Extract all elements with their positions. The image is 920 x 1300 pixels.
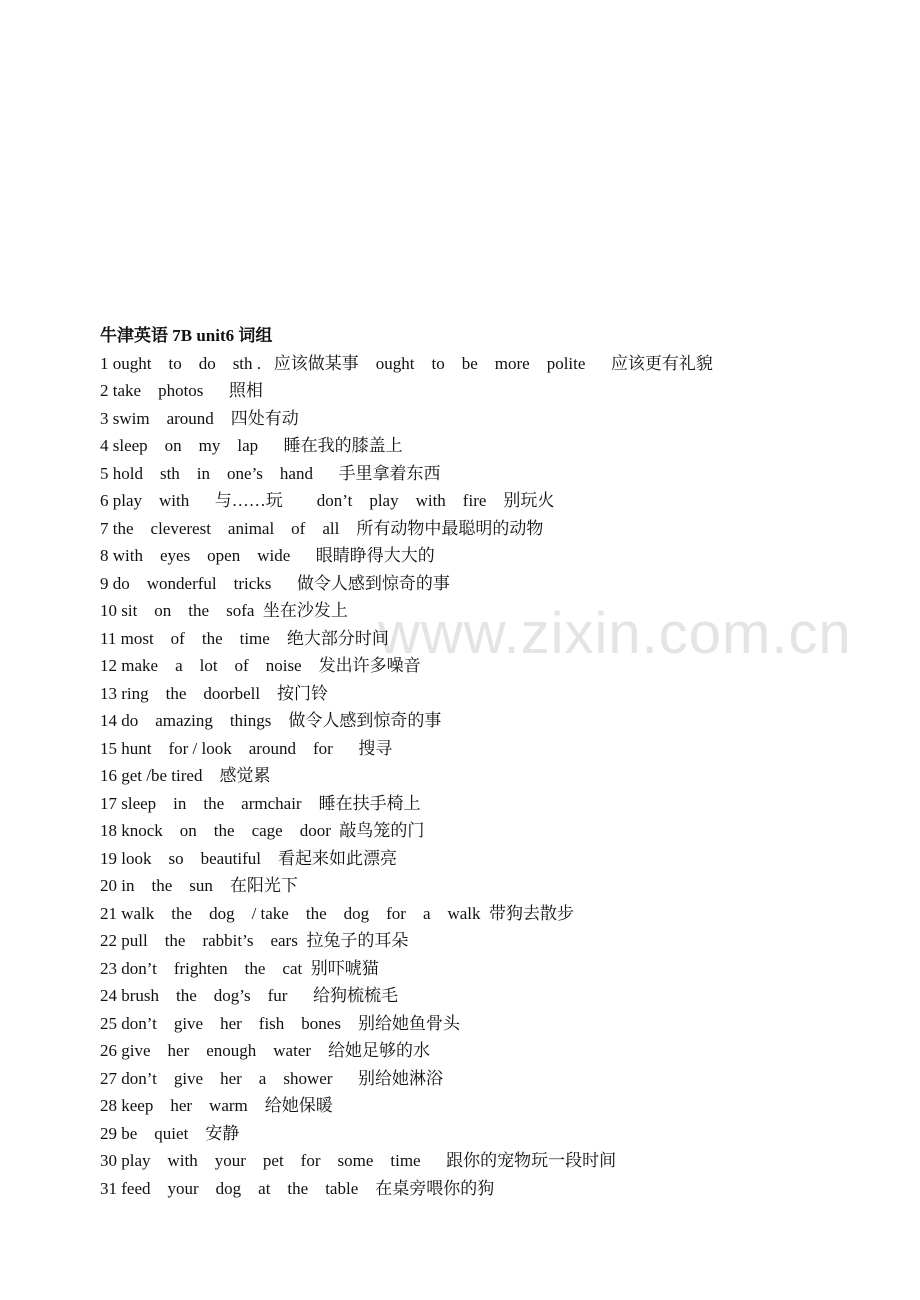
phrase-line-17: 17 sleep in the armchair 睡在扶手椅上 — [100, 793, 421, 813]
phrase-line-13: 13 ring the doorbell 按门铃 — [100, 683, 329, 703]
phrase-line-10: 10 sit on the sofa 坐在沙发上 — [100, 601, 348, 620]
phrase-line-3: 3 swim around 四处有动 — [100, 408, 299, 428]
phrase-line-23: 23 don’t frighten the cat 别吓唬猫 — [100, 958, 379, 978]
phrase-line-12: 12 make a lot of noise 发出许多噪音 — [100, 656, 421, 675]
phrase-line-30: 30 play with your pet for some time 跟你的宠物玩一段时间 — [100, 1151, 617, 1170]
phrase-line-14: 14 do amazing things 做令人感到惊奇的事 — [100, 711, 442, 730]
phrase-line-6: 6 play with 与……玩 don’t play with fire 别玩火 — [100, 491, 555, 510]
phrase-line-20: 20 in the sun 在阳光下 — [100, 876, 298, 895]
phrase-line-7: 7 the cleverest animal of all 所有动物中最聪明的动物 — [100, 518, 544, 538]
phrase-line-5: 5 hold sth in one’s hand 手里拿着东西 — [100, 463, 441, 483]
phrase-line-28: 28 keep her warm 给她保暖 — [100, 1096, 333, 1115]
phrase-line-15: 15 hunt for / look around for 搜寻 — [100, 738, 393, 758]
phrase-line-4: 4 sleep on my lap 睡在我的膝盖上 — [100, 436, 403, 455]
watermark: www.zixin.com.cn — [378, 601, 852, 666]
phrase-line-9: 9 do wonderful tricks 做令人感到惊奇的事 — [100, 573, 450, 593]
phrase-line-1: 1 ought to do sth . 应该做某事 ought to be more polite 应该更有礼貌 — [100, 353, 713, 373]
phrase-line-8: 8 with eyes open wide 眼睛睁得大大的 — [100, 546, 435, 565]
phrase-line-24: 24 brush the dog’s fur 给狗梳梳毛 — [100, 986, 398, 1005]
phrase-line-2: 2 take photos 照相 — [100, 381, 263, 400]
document-title: 牛津英语 7B unit6 词组 — [100, 326, 273, 345]
phrase-line-22: 22 pull the rabbit’s ears 拉兔子的耳朵 — [100, 931, 409, 950]
phrase-line-21: 21 walk the dog / take the dog for a walk 带狗去散步 — [100, 903, 575, 923]
phrase-line-31: 31 feed your dog at the table 在桌旁喂你的狗 — [100, 1178, 495, 1198]
phrase-line-19: 19 look so beautiful 看起来如此漂亮 — [100, 848, 398, 868]
phrase-line-25: 25 don’t give her fish bones 别给她鱼骨头 — [100, 1013, 460, 1033]
phrase-line-29: 29 be quiet 安静 — [100, 1123, 240, 1143]
phrase-line-16: 16 get /be tired 感觉累 — [100, 766, 271, 785]
document-body — [100, 322, 880, 1202]
phrase-line-11: 11 most of the time 绝大部分时间 — [100, 628, 389, 648]
phrase-line-26: 26 give her enough water 给她足够的水 — [100, 1041, 431, 1060]
phrase-line-27: 27 don’t give her a shower 别给她淋浴 — [100, 1068, 443, 1088]
phrase-line-18: 18 knock on the cage door 敲鸟笼的门 — [100, 821, 425, 840]
phrase-list — [100, 350, 880, 1203]
